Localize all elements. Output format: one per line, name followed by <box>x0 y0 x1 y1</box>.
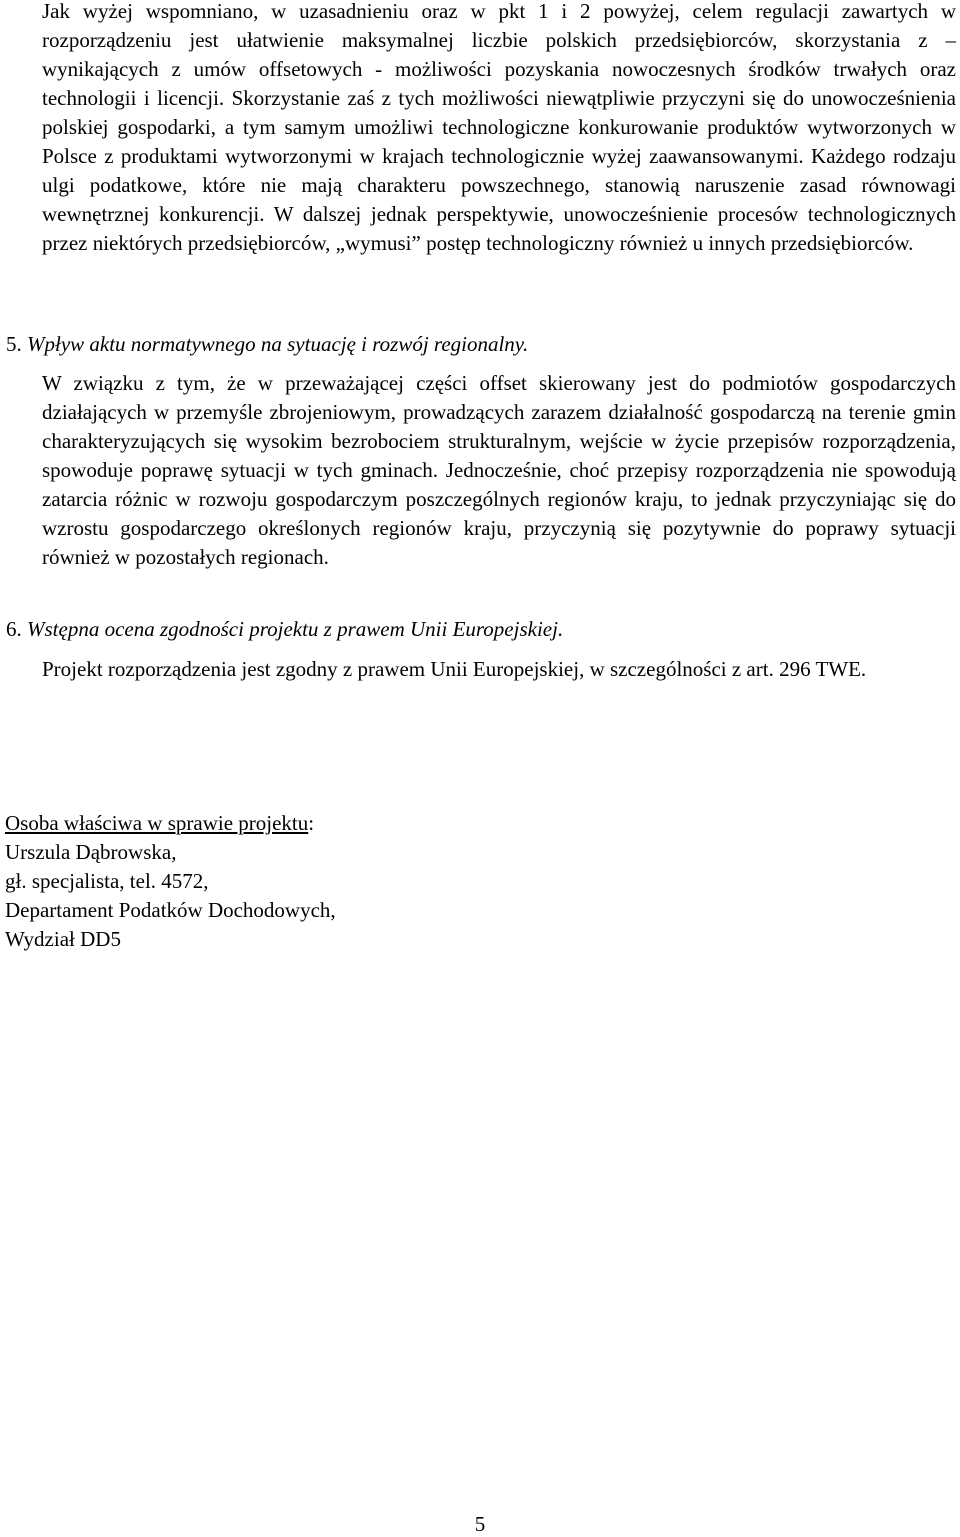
contact-department: Departament Podatków Dochodowych, <box>5 898 336 922</box>
contact-label-colon: : <box>308 811 315 835</box>
contact-name: Urszula Dąbrowska, <box>5 840 177 864</box>
section-number: 6. <box>6 617 22 641</box>
section-heading-5 <box>6 330 528 359</box>
page-number: 5 <box>474 1512 486 1536</box>
contact-label: Osoba właściwa w sprawie projektu <box>5 811 309 835</box>
section-number: 5. <box>6 332 22 356</box>
contact-block <box>5 809 336 954</box>
contact-division: Wydział DD5 <box>5 927 121 951</box>
contact-position: gł. specjalista, tel. 4572, <box>5 869 209 893</box>
section-title: Wstępna ocena zgodności projektu z prawem Unii Europejskiej. <box>27 617 564 641</box>
paragraph-regional-impact: W związku z tym, że w przeważającej części offset skierowany jest do podmiotów gospodarczych działających w przemyśle zbrojeniowym, prowadzących zarazem działalność gospodarczą na terenie gmin charakteryzujących się wysokim bezrobociem strukturalnym, wejście w życie przepisów rozporządzenia, spowoduje poprawę sytuacji w tych gminach. Jednocześnie, choć przepisy rozporządzenia nie spowodują zatarcia różnic w rozwoju gospodarczym poszczególnych regionów kraju, to jednak przyczyniając się do wzrostu gospodarczego określonych regionów kraju, przyczynią się pozytywnie do poprawy sytuacji również w pozostałych regionach. <box>42 371 956 569</box>
paragraph-eu-compliance: Projekt rozporządzenia jest zgodny z prawem Unii Europejskiej, w szczególności z art. 296 TWE. <box>42 657 867 681</box>
paragraph-offset-purpose: Jak wyżej wspomniano, w uzasadnieniu oraz w pkt 1 i 2 powyżej, celem regulacji zawartych w rozporządzeniu jest ułatwienie maksymalnej liczbie polskich przedsiębiorców, skorzystania z – wynikających z umów offsetowych - możliwości pozyskania nowoczesnych środków trwałych oraz technologii i licencji. Skorzystanie zaś z tych możliwości niewątpliwie przyczyni się do unowocześnienia polskiej gospodarki, a tym samym umożliwi technologiczne konkurowanie produktów wytworzonych w Polsce z produktami wytworzonymi w krajach technologicznie wyżej zaawansowanymi. Każdego rodzaju ulgi podatkowe, które nie mają charakteru powszechnego, stanowią naruszenie zasad równowagi wewnętrznej konkurencji. W dalszej jednak perspektywie, unowocześnienie procesów technologicznych przez niektórych przedsiębiorców, „wymusi” postęp technologiczny również u innych przedsiębiorców. <box>42 0 956 255</box>
section-heading-6 <box>6 615 563 644</box>
section-title: Wpływ aktu normatywnego na sytuację i rozwój regionalny. <box>27 332 529 356</box>
contact-label-line <box>5 809 336 838</box>
